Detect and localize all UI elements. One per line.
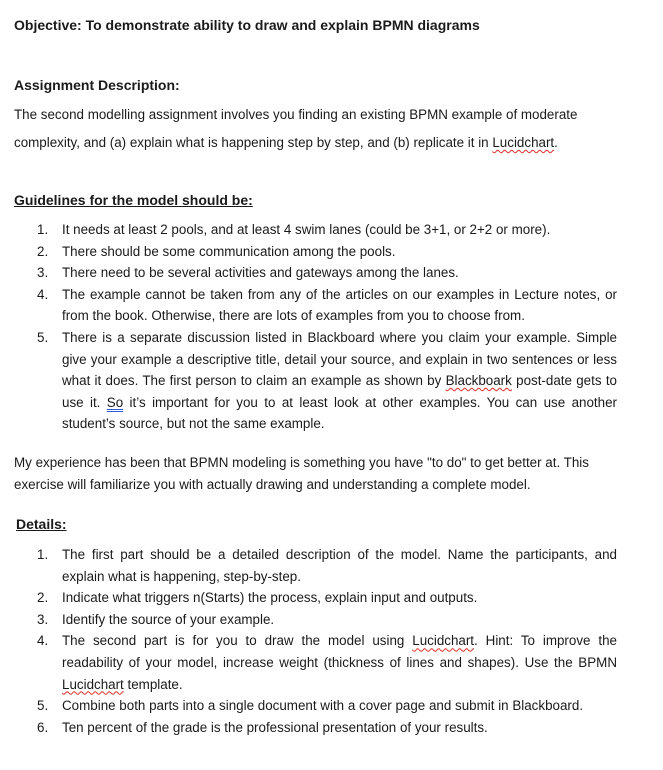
guidelines-heading: Guidelines for the model should be: bbox=[14, 192, 253, 208]
list-item bbox=[14, 609, 617, 631]
lucidchart-word: Lucidchart bbox=[492, 135, 555, 150]
list-text: template. bbox=[123, 676, 183, 692]
list-item bbox=[14, 241, 617, 263]
list-number: 4. bbox=[37, 286, 49, 302]
list-number: 6. bbox=[37, 719, 49, 735]
list-text: The example cannot be taken from any of the articles on our examples in Lecture notes, or from the book. Otherwise, there are lots of examples from you to choose from. bbox=[62, 286, 617, 324]
list-number: 1. bbox=[37, 547, 49, 562]
list-item bbox=[14, 544, 617, 587]
guidelines-list bbox=[14, 219, 617, 435]
so-word: So bbox=[106, 394, 124, 410]
details-heading: Details: bbox=[16, 516, 67, 532]
list-number: 3. bbox=[37, 265, 49, 281]
list-item bbox=[14, 717, 617, 739]
list-number: 2. bbox=[37, 590, 49, 606]
list-number: 1. bbox=[37, 222, 49, 237]
list-item bbox=[14, 587, 617, 609]
blackboark-word: Blackboark bbox=[445, 373, 512, 389]
list-text: It needs at least 2 pools, and at least 4 swim lanes (could be 3+1, or 2+2 or more). bbox=[62, 222, 551, 237]
list-text: . Hint: To improve the readability of your model, increase weight (thickness of lines and shapes). Use the BPMN bbox=[62, 633, 617, 670]
list-text: There is a separate discussion listed in Blackboard where you claim your example. Simple give your example a descriptive title, detail your source, and explain in two sentences or less what it does. The first person to claim an example as shown by bbox=[62, 329, 617, 389]
list-text: post-date gets to use it. bbox=[62, 373, 617, 410]
experience-paragraph: My experience has been that BPMN modeling is something you have "to do" to get better at. This exercise will familiarize you with actually drawing and understanding a complete model. bbox=[14, 455, 589, 492]
list-item bbox=[14, 219, 617, 241]
list-text: There should be some communication among the pools. bbox=[62, 243, 396, 259]
lucidchart-word: Lucidchart bbox=[62, 676, 124, 692]
list-text: Indicate what triggers n(Starts) the process, explain input and outputs. bbox=[62, 590, 478, 606]
assignment-description bbox=[14, 101, 614, 157]
list-number: 3. bbox=[37, 611, 49, 627]
assignment-text: The second modelling assignment involves you finding an existing BPMN example of moderate complexity, and (a) explain what is happening step by step, and (b) replicate it in bbox=[14, 107, 578, 150]
list-item bbox=[14, 262, 617, 284]
list-text: Ten percent of the grade is the professional presentation of your results. bbox=[62, 719, 488, 735]
list-item bbox=[14, 695, 617, 717]
list-number: 2. bbox=[37, 243, 49, 259]
lucidchart-word: Lucidchart bbox=[412, 633, 475, 649]
list-number: 4. bbox=[37, 633, 49, 649]
list-text: The second part is for you to draw the model using bbox=[62, 633, 413, 649]
list-item bbox=[14, 327, 617, 435]
list-number: 5. bbox=[37, 698, 49, 714]
assignment-heading: Assignment Description: bbox=[14, 77, 180, 93]
list-number: 5. bbox=[37, 329, 49, 345]
assignment-end: . bbox=[554, 135, 558, 150]
list-text: There need to be several activities and gateways among the lanes. bbox=[62, 265, 459, 281]
objective-line: Objective: To demonstrate ability to draw and explain BPMN diagrams bbox=[14, 17, 480, 33]
list-text: Combine both parts into a single document with a cover page and submit in Blackboard. bbox=[62, 698, 584, 714]
list-item bbox=[14, 630, 617, 695]
list-text: Identify the source of your example. bbox=[62, 611, 275, 627]
list-text: The first part should be a detailed description of the model. Name the participants, and explain what is happening, step-by-step. bbox=[62, 547, 617, 584]
details-list bbox=[14, 544, 617, 738]
list-text: it’s important for you to at least look at other examples. You can use another student’s source, but not the same example. bbox=[62, 394, 617, 432]
list-item bbox=[14, 284, 617, 327]
